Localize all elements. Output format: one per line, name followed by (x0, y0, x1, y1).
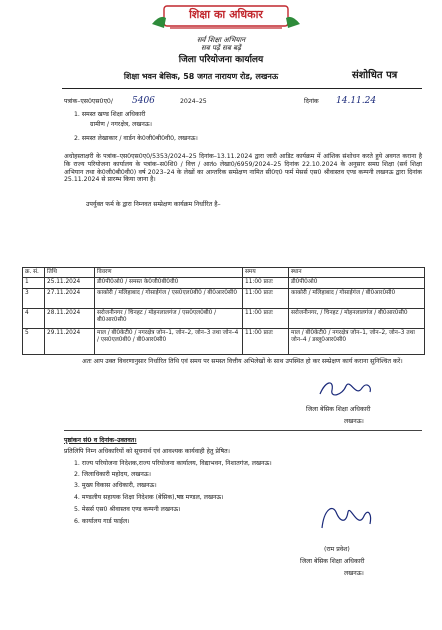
table-cell: 4 (23, 309, 45, 329)
table-row (23, 289, 425, 309)
officer-name: (राम प्रवेश) (324, 546, 350, 553)
logo-text: शिक्षा का अधिकार (189, 8, 263, 21)
body-paragraph: अधोहस्ताक्षरी के पत्रांक–एस0एस0ए0/5353/2024–25 दिनांक–13.11.2024 द्वारा जारी आडिट कार्यक्रम में आंशिक संशोधन करते हुये अवगत कराना है कि राज्य परियोजना कार्यालय के पत्रांक–स0शि0 / वित्त / आतंo लेखा0/6959/2024–25 दिनांक 22.10.2024 के अनुसार समग्र शिक्षा (सर्व शिक्षा अभियान तथा के0जी0बी0वी0) वर्ष 2023–24 के लेखों का आन्तरिक सम्प्रेक्षण नामित सी0ए0 फर्म मेसर्स एस0 श्रीवास्तव एण्ड कम्पनी लखनऊ द्वारा दिनांक 25.11.2024 से प्रारम्भ किया जाना है। (64, 153, 422, 184)
table-row (23, 329, 425, 355)
audit-schedule-table (22, 267, 425, 355)
endorsement-item: 1. राज्य परियोजना निदेशक,राज्य परियोजना कार्यालय, विद्याभवन, निशातगंज, लखनऊ। (74, 460, 272, 467)
schedule-intro: उपर्युक्त फर्म के द्वारा निम्नवत सम्प्रेक्षण कार्यक्रम निर्धारित है– (86, 201, 221, 208)
signature-title: जिला बेसिक शिक्षा अधिकारी (306, 406, 371, 413)
table-cell: 28.11.2024 (45, 309, 95, 329)
endorsement-item: 6. कार्यालय गार्ड फाईल। (74, 518, 130, 525)
endorsement-intro: प्रतिलिपि निम्न अधिकारियों को सूचनार्थ एवं आवश्यक कार्यवाही हेतु प्रेषित। (64, 448, 230, 455)
table-cell: 29.11.2024 (45, 329, 95, 355)
addressee-2: 2. समस्त लेखाकार / वार्डन के0जी0बी0वी0, लखनऊ। (74, 135, 198, 142)
endorsement-item: 4. मण्डलीय सहायक शिक्षा निदेशक (बेसिक),षष्ठ मण्डल, लखनऊ। (74, 494, 224, 501)
table-cell: 27.11.2024 (45, 289, 95, 309)
column-header: विवरण (95, 268, 243, 278)
signature-scribble (316, 500, 376, 534)
table-cell: काकोरी / मलिहाबाद / गोसाईगंज / बी0आर0सी0 (289, 289, 425, 309)
header-divider (62, 88, 422, 89)
date-label: दिनांक (304, 98, 319, 105)
table-cell: सरोजनीनगर, / चिनहट / मोहनलालगंज / बी0आर0सी0 (289, 309, 425, 329)
rte-logo (150, 4, 302, 32)
endorsement-item: 5. मेसर्स एस0 श्रीवास्तव एण्ड कम्पनी लखनऊ। (74, 506, 181, 513)
table-row (23, 278, 425, 289)
table-cell: 1 (23, 278, 45, 289)
table-cell: सरोजनीनगर / चिनहट / मोहनलालगंज / एस0एल0बी0 / बी0आर0सी0 (95, 309, 243, 329)
reference-prefix: पत्रांक–एस0एस0ए0/ (64, 98, 113, 105)
slogan-line-1: सर्व शिक्षा अभियान (196, 36, 246, 44)
endorsement-heading: पृष्ठांकन सं0 व दिनांक–उक्तवत। (64, 437, 137, 444)
table-cell: 25.11.2024 (45, 278, 95, 289)
revised-letter-title: संशोधित पत्र (352, 70, 398, 81)
endorsement-item: 2. जिलाधिकारी महोदय, लखनऊ। (74, 471, 152, 478)
office-address: शिक्षा भवन बेसिक, 58 जगत नारायण रोड, लखनऊ (123, 72, 279, 81)
reference-number: 5406 (132, 96, 155, 106)
column-header: तिथि (45, 268, 95, 278)
office-name: जिला परियोजना कार्यालय (178, 55, 264, 65)
column-header: क्र. सं. (23, 268, 45, 278)
section-divider (64, 430, 422, 431)
signature-title: जिला बेसिक शिक्षा अधिकारी (300, 558, 365, 565)
endorsement-item: 3. मुख्य विकास अधिकारी, लखनऊ। (74, 482, 157, 489)
table-cell: 3 (23, 289, 45, 309)
addressee-1: 1. समस्त खण्ड शिक्षा अधिकारी (74, 111, 146, 118)
addressee-1-area: ग्रामीण / नगरक्षेत्र, लखनऊ। (90, 121, 153, 128)
column-header: समय (243, 268, 289, 278)
reference-year: 2024–25 (180, 98, 207, 105)
column-header: स्थान (289, 268, 425, 278)
table-header-row (23, 268, 425, 278)
table-row (23, 309, 425, 329)
signature-place: लखनऊ। (344, 570, 364, 577)
date-value: 14.11.24 (336, 96, 377, 106)
slogan-line-2: सब पढ़ें सब बढ़ें (201, 44, 241, 53)
signature-place: लखनऊ। (344, 418, 364, 425)
table-cell: 11:00 प्रातः (243, 278, 289, 289)
signature-scribble (316, 376, 376, 402)
slogan (0, 36, 442, 52)
table-cell: 11:00 प्रातः (243, 309, 289, 329)
table-cell: 11:00 प्रातः (243, 329, 289, 355)
table-cell: 5 (23, 329, 45, 355)
table-cell: माल / बी0केटी0 / नगरक्षेत्र जोन–1, जोन–2, जोन–3 तथा जोन–4 / एस0एल0बी0 / बी0आर0सी0 (95, 329, 243, 355)
closing-paragraph: अतः आप उक्त विवरणानुसार निर्धारित तिथि एवं समय पर समस्त वित्तीय अभिलेखों के साथ उपस्थित हो कर सम्प्रेक्षण कार्य कराना सुनिश्चित करें। (82, 358, 403, 365)
table-cell: माल / बी0केटी0 / नगरक्षेत्र जोन–1, जोन–2, जोन–3 तथा जोन–4 / डब्लू0आर0सी0 (289, 329, 425, 355)
table-cell: काकोरी / मलिहाबाद / गोसाईगंज / एस0एल0बी0 / बी0आर0सी0 (95, 289, 243, 309)
table-cell: डी0पी0ओ0 (289, 278, 425, 289)
table-cell: डी0पी0ओ0 / समस्त के0जी0बी0वी0 (95, 278, 243, 289)
table-cell: 11:00 प्रातः (243, 289, 289, 309)
